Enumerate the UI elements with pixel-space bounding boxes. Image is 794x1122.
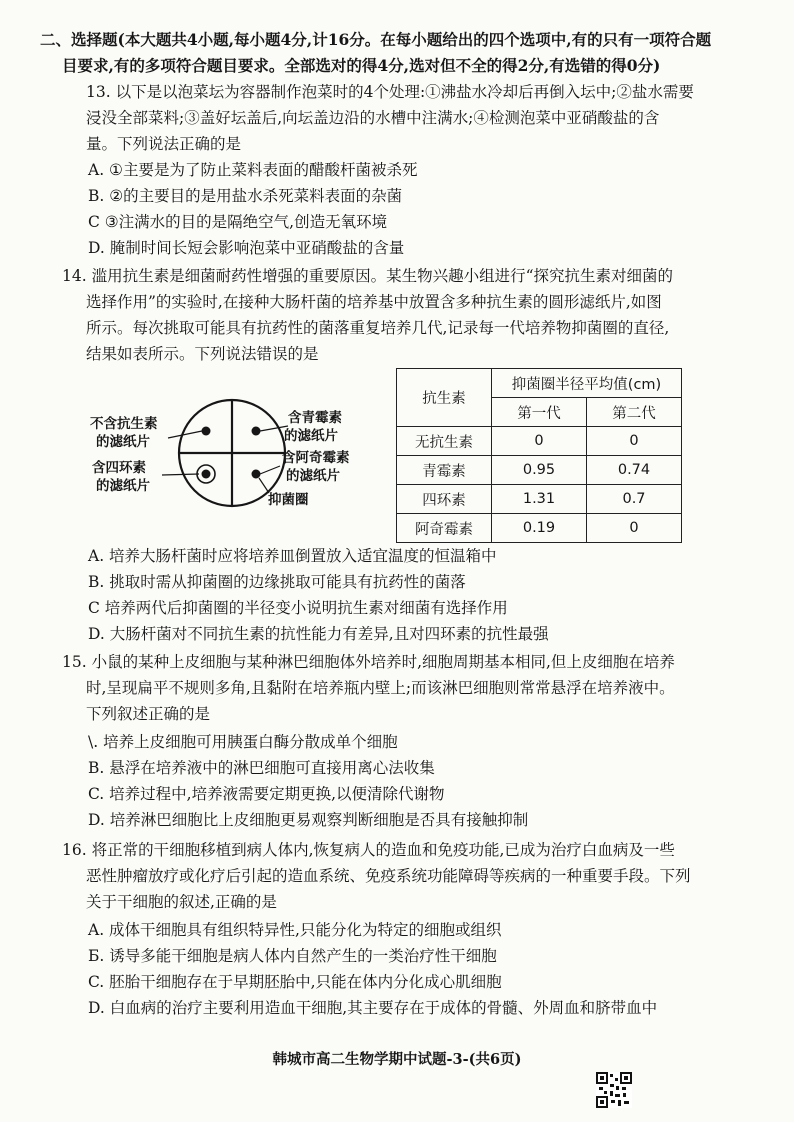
q14-stem-line2: 选择作用”的实验时,在接种大肠杆菌的培养基中放置含多种抗生素的圆形滤纸片,如图 xyxy=(86,293,662,311)
filter-paper-penicillin xyxy=(252,427,261,436)
table-row xyxy=(397,456,682,485)
q13-option-b: B. ②的主要目的是用盐水杀死菜料表面的杂菌 xyxy=(88,187,403,205)
q16-stem-line3: 关于干细胞的叙述,正确的是 xyxy=(86,893,277,911)
q15-option-a: \. 培养上皮细胞可用胰蛋白酶分散成单个细胞 xyxy=(88,733,398,751)
q15-option-c: C. 培养过程中,培养液需要定期更换,以便清除代谢物 xyxy=(88,785,445,803)
table-row xyxy=(397,485,682,514)
label-penicillin-1: 含青霉素 xyxy=(288,410,342,426)
table-cell-gen1: 0 xyxy=(492,427,587,456)
q13-option-c: C ③注满水的目的是隔绝空气,创造无氧环境 xyxy=(88,213,388,231)
q13-stem-line1: 13. 以下是以泡菜坛为容器制作泡菜时的4个处理:①沸盐水冷却后再倒入坛中;②盐水需要 xyxy=(86,83,694,101)
table-cell-name: 无抗生素 xyxy=(397,427,492,456)
q14-stem-line1: 14. 滥用抗生素是细菌耐药性增强的重要原因。某生物兴趣小组进行“探究抗生素对细菌的 xyxy=(62,267,674,285)
q16-option-b: Б. 诱导多能干细胞是病人体内自然产生的一类治疗性干细胞 xyxy=(88,947,497,965)
label-no-antibiotic-2: 的滤纸片 xyxy=(96,434,150,450)
table-cell-gen2: 0.74 xyxy=(587,456,682,485)
q13-option-a: A. ①主要是为了防止菜料表面的醋酸杆菌被杀死 xyxy=(88,161,418,179)
table-cell-gen1: 0.19 xyxy=(492,514,587,543)
table-header-radius: 抑菌圈半径平均值(cm) xyxy=(492,369,682,398)
petri-dish-diagram xyxy=(82,378,382,528)
page-footer: 韩城市高二生物学期中试题-3-(共6页) xyxy=(272,1051,522,1068)
label-azithromycin-2: 的滤纸片 xyxy=(286,468,340,484)
label-no-antibiotic-1: 不含抗生素 xyxy=(90,416,158,432)
q14-option-c: C 培养两代后抑菌圈的半径变小说明抗生素对细菌有选择作用 xyxy=(88,599,508,617)
label-tetracycline-2: 的滤纸片 xyxy=(96,478,150,494)
q15-stem-line2: 时,呈现扁平不规则多角,且黏附在培养瓶内壁上;而该淋巴细胞则常常悬浮在培养液中。 xyxy=(86,679,675,697)
q14-stem-line4: 结果如表所示。下列说法错误的是 xyxy=(86,345,319,363)
q14-stem-line3: 所示。每次挑取可能具有抗药性的菌落重复培养几代,记录每一代培养物抑菌圈的直径, xyxy=(86,319,670,337)
q16-option-c: C. 胚胎干细胞存在于早期胚胎中,只能在体内分化成心肌细胞 xyxy=(88,973,502,991)
filter-paper-azithromycin xyxy=(252,470,261,479)
section-header-line2: 目要求,有的多项符合题目要求。全部选对的得4分,选对但不全的得2分,有选错的得0分) xyxy=(62,56,661,75)
qr-code-icon xyxy=(596,1072,632,1108)
q15-option-d: D. 培养淋巴细胞比上皮细胞更易观察判断细胞是否具有接触抑制 xyxy=(88,811,529,829)
q16-option-d: D. 白血病的治疗主要利用造血干细胞,其主要存在于成体的骨髓、外周血和脐带血中 xyxy=(88,999,658,1017)
label-penicillin-2: 的滤纸片 xyxy=(284,428,338,444)
table-cell-gen1: 1.31 xyxy=(492,485,587,514)
q14-option-d: D. 大肠杆菌对不同抗生素的抗性能力有差异,且对四环素的抗性最强 xyxy=(88,625,549,643)
q13-stem-line3: 量。下列说法正确的是 xyxy=(86,135,242,153)
filter-paper-no-antibiotic xyxy=(202,427,211,436)
q15-stem-line1: 15. 小鼠的某种上皮细胞与某种淋巴细胞体外培养时,细胞周期基本相同,但上皮细胞在培养 xyxy=(62,653,675,671)
q14-option-a: A. 培养大肠杆菌时应将培养皿倒置放入适宜温度的恒温箱中 xyxy=(88,547,497,565)
table-row xyxy=(397,427,682,456)
table-header-gen2: 第二代 xyxy=(587,398,682,427)
table-row xyxy=(397,514,682,543)
label-tetracycline-1: 含四环素 xyxy=(92,460,146,476)
table-cell-gen2: 0.7 xyxy=(587,485,682,514)
filter-paper-tetracycline xyxy=(202,470,211,479)
q13-option-d: D. 腌制时间长短会影响泡菜中亚硝酸盐的含量 xyxy=(88,239,405,257)
q13-stem-line2: 浸没全部菜料;③盖好坛盖后,向坛盖边沿的水槽中注满水;④检测泡菜中亚硝酸盐的含 xyxy=(86,109,660,127)
table-cell-gen2: 0 xyxy=(587,427,682,456)
q15-stem-line3: 下列叙述正确的是 xyxy=(86,705,211,723)
q16-stem-line1: 16. 将正常的干细胞移植到病人体内,恢复病人的造血和免疫功能,已成为治疗白血病及一些 xyxy=(62,841,675,859)
table-header-gen1: 第一代 xyxy=(492,398,587,427)
label-azithromycin-1: 含阿奇霉素 xyxy=(282,450,350,466)
q14-option-b: B. 挑取时需从抑菌圈的边缘挑取可能具有抗药性的菌落 xyxy=(88,573,466,591)
table-cell-gen2: 0 xyxy=(587,514,682,543)
inhibition-zone-table xyxy=(396,368,682,543)
table-cell-name: 阿奇霉素 xyxy=(397,514,492,543)
table-cell-name: 青霉素 xyxy=(397,456,492,485)
label-inhibition-zone: 抑菌圈 xyxy=(268,492,309,508)
table-cell-gen1: 0.95 xyxy=(492,456,587,485)
table-cell-name: 四环素 xyxy=(397,485,492,514)
q16-stem-line2: 恶性肿瘤放疗或化疗后引起的造血系统、免疫系统功能障碍等疾病的一种重要手段。下列 xyxy=(86,867,691,885)
table-header-antibiotic: 抗生素 xyxy=(397,369,492,427)
q15-option-b: B. 悬浮在培养液中的淋巴细胞可直接用离心法收集 xyxy=(88,759,435,777)
q16-option-a: A. 成体干细胞具有组织特异性,只能分化为特定的细胞或组织 xyxy=(88,921,502,939)
section-header-line1: 二、选择题(本大题共4小题,每小题4分,计16分。在每小题给出的四个选项中,有的只有一项符合题 xyxy=(40,30,712,49)
